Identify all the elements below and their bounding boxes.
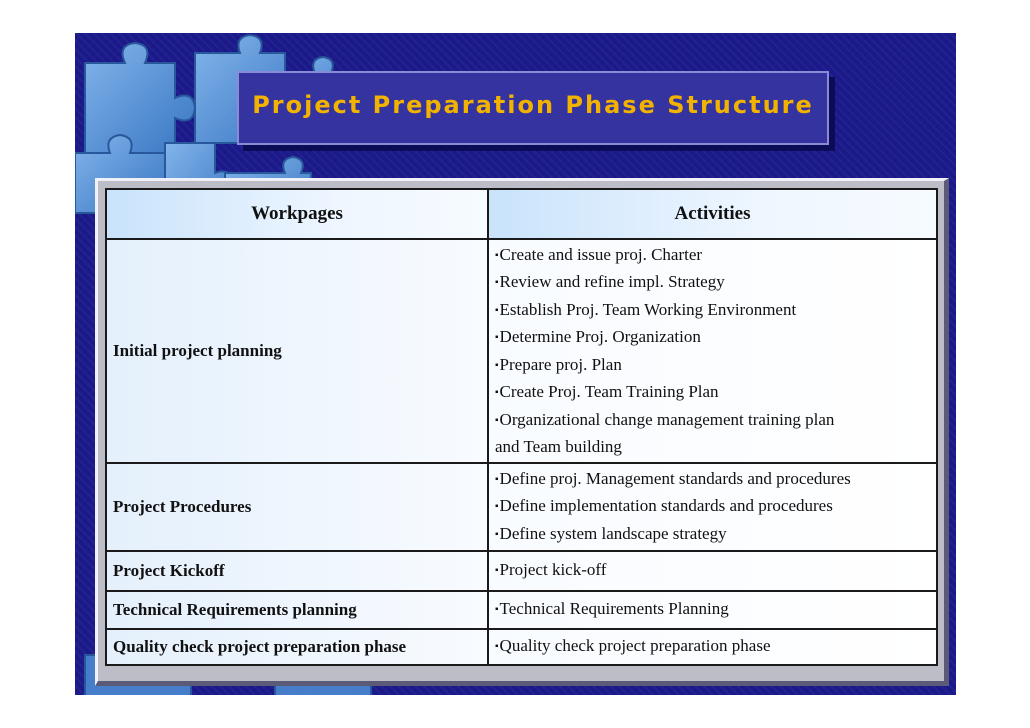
bullet-icon: ▪ — [495, 277, 499, 288]
table-row — [106, 629, 937, 665]
bullet-icon: ▪ — [495, 387, 499, 398]
bullet-icon: ▪ — [495, 304, 499, 316]
activity-item: ▪Determine Proj. Organization — [495, 327, 701, 346]
activities-cell — [488, 629, 937, 665]
workpage-cell: Project Procedures — [106, 463, 488, 551]
header-workpages: Workpages — [106, 189, 488, 239]
activities-cell — [488, 591, 937, 629]
bullet-icon: ▪ — [495, 414, 499, 426]
workpage-cell: Technical Requirements planning — [106, 591, 488, 629]
slide-title: Project Preparation Phase Structure — [252, 91, 814, 119]
activities-cell — [488, 551, 937, 591]
activity-item: ▪Define proj. Management standards and procedures — [495, 468, 851, 488]
table-row — [106, 463, 937, 551]
activity-item: ▪Project kick-off — [495, 560, 607, 580]
bullet-icon: ▪ — [495, 528, 499, 540]
bullet-icon: ▪ — [495, 604, 499, 616]
activity-item: ▪Create Proj. Team Training Plan — [495, 382, 719, 401]
activity-item: ▪Define system landscape strategy — [495, 523, 727, 543]
table-row — [106, 591, 937, 629]
activity-item: ▪Create and issue proj. Charter — [495, 244, 703, 264]
workpage-cell: Initial project planning — [106, 239, 488, 463]
phase-structure-table — [105, 188, 938, 666]
workpage-cell: Project Kickoff — [106, 551, 488, 591]
bullet-icon: ▪ — [495, 332, 499, 343]
activities-cell — [488, 463, 937, 551]
bullet-icon: ▪ — [495, 359, 499, 371]
activities-cell — [488, 239, 937, 463]
activity-item: ▪Prepare proj. Plan — [495, 354, 622, 374]
activity-item: ▪Technical Requirements Planning — [495, 599, 729, 619]
slide — [75, 33, 956, 695]
activity-item: ▪Quality check project preparation phase — [495, 636, 771, 656]
activity-item: ▪Organizational change management training plan — [495, 409, 835, 429]
activity-item: ▪Establish Proj. Team Working Environment — [495, 299, 797, 319]
table-header-row — [106, 189, 937, 239]
activity-item: ▪Review and refine impl. Strategy — [495, 272, 725, 291]
bullet-icon: ▪ — [495, 249, 499, 261]
table-frame — [95, 178, 949, 686]
bullet-icon: ▪ — [495, 641, 499, 653]
workpage-cell: Quality check project preparation phase — [106, 629, 488, 665]
activity-item: ▪Define implementation standards and procedures — [495, 496, 833, 516]
bullet-icon: ▪ — [495, 473, 499, 485]
bullet-icon: ▪ — [495, 501, 499, 513]
header-activities: Activities — [488, 189, 937, 239]
activity-item-continuation: and Team building — [495, 437, 622, 456]
bullet-icon: ▪ — [495, 565, 499, 577]
table-row — [106, 551, 937, 591]
title-box — [237, 71, 829, 145]
table-row — [106, 239, 937, 463]
